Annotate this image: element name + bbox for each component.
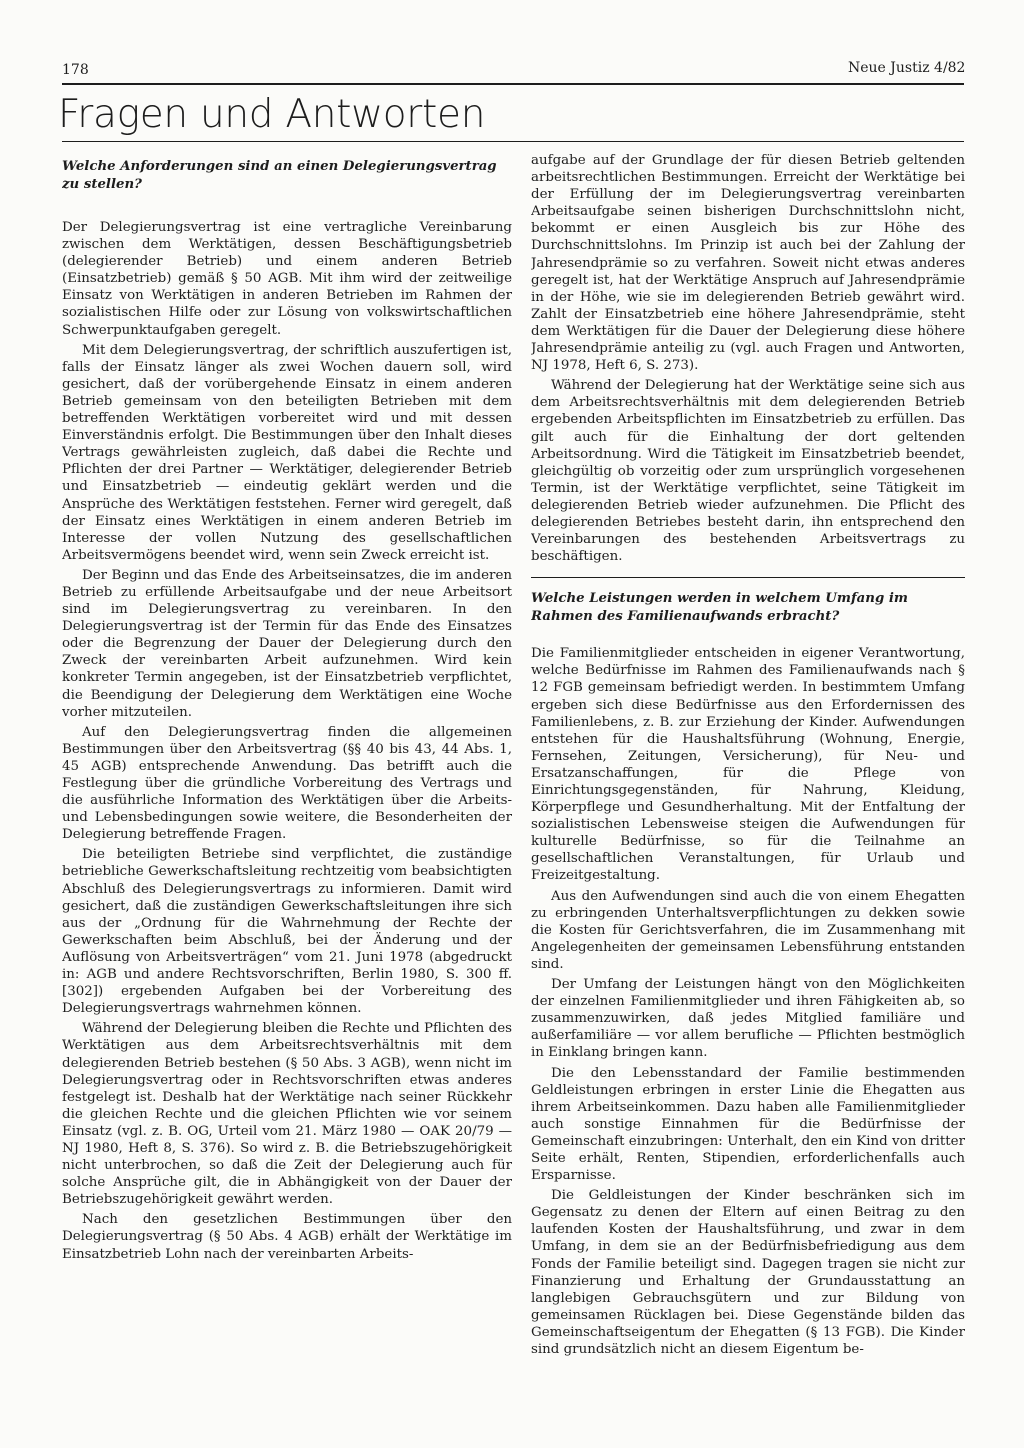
article-paragraph-end: aufgabe auf der Grundlage der für diesen Betrieb geltenden arbeitsrechtlichen Bestimmungen. Erreicht der Werktätige bei der Erfüllung der im Delegierungsvertrag vereinbarten Arbeitsaufgabe seinen bisherigen Durchschnittslohn nicht, bekommt er einen Ausgleich bis zur Höhe des Durchschnittslohns. Im Prinzip ist auch bei der Zahlung der Jahresendprämie so zu verfahren. Soweit nicht etwas anderes geregelt ist, hat der Werktätige Anspruch auf Jahresendprämie in der Höhe, wie sie im delegierenden Betrieb gewährt wird. Zahlt der Einsatzbetrieb eine höhere Jahresendprämie, steht dem Werktätigen für die Dauer der Delegierung diese höhere Jahresendprämie anteilig zu (vgl. auch Fragen und Antworten, NJ 1978, Heft 6, S. 273). xyxy=(531,153,965,374)
section-title: Fragen und Antworten xyxy=(58,92,486,137)
article-paragraph-start: Nach den gesetzlichen Bestimmungen über den Delegierungsvertrag (§ 50 Abs. 4 AGB) erhält der Werktätige im Einsatzbetrieb Lohn nach der vereinbarten Arbeits- xyxy=(62,1212,512,1262)
article-paragraph: Der Beginn und das Ende des Arbeitseinsatzes, die im anderen Betrieb zu erfüllende Arbeitsaufgabe und der neue Arbeitsort sind im Delegierungsvertrag zu vereinbaren. In den Delegierungsvertrag ist der Termin für das Ende des Einsatzes oder die Begrenzung der Dauer der Delegierung durch den Zweck der vereinbarten Arbeit aufzunehmen. Wird kein konkreter Termin angegeben, ist der Einsatzbetrieb verpflichtet, die Beendigung der Delegierung dem Werktätigen eine Woche vorher mitzuteilen. xyxy=(62,567,512,720)
article-paragraph xyxy=(62,1211,512,1262)
column-left xyxy=(62,152,512,1402)
header-rule xyxy=(62,83,964,85)
article-paragraph: Während der Delegierung bleiben die Rechte und Pflichten des Werktätigen aus dem Arbeitsrechtsverhältnis mit dem delegierenden Betrieb bestehen (§ 50 Abs. 3 AGB), wenn nicht im Delegierungsvertrag oder in Rechtsvorschriften etwas anderes festgelegt ist. Deshalb hat der Werktätige nach seiner Rückkehr die gleichen Rechte und die gleichen Pflichten wie vor seinem Einsatz (vgl. z. B. OG, Urteil vom 21. März 1980 — OAK 20/79 — NJ 1980, Heft 8, S. 376). So wird z. B. die Betriebszugehörigkeit nicht unterbrochen, so daß die Zeit der Delegierung auch für solche Ansprüche gilt, die in Abhängigkeit von der Dauer der Betriebszugehörigkeit gewährt werden. xyxy=(62,1021,512,1208)
article-paragraph: Die den Lebensstandard der Familie bestimmenden Geldleistungen erbringen in erster Linie die Ehegatten aus ihrem Arbeitseinkommen. Dazu haben alle Familienmitglieder auch sonstige Einnahmen für die Bedürfnisse der Gemeinschaft einzubringen: Unterhalt, den ein Kind von dritter Seite erhält, Renten, Stipendien, erforderlichenfalls auch Ersparnisse. xyxy=(531,1065,965,1184)
article-divider xyxy=(531,577,965,578)
article-paragraph: Aus den Aufwendungen sind auch die von einem Ehegatten zu erbringenden Unterhaltsverpflichtungen zu dekken sowie die Kosten für Gerichtsverfahren, die im Zusammenhang mit Angelegenheiten der gemeinsamen Lebensführung entstanden sind. xyxy=(531,888,965,972)
title-rule xyxy=(62,141,964,142)
journal-issue: Neue Justiz 4/82 xyxy=(848,60,966,76)
column-right xyxy=(531,152,965,1402)
article-paragraph: Mit dem Delegierungsvertrag, der schriftlich auszufertigen ist, falls der Einsatz länger als zwei Wochen dauern soll, wird gesichert, daß der vorübergehende Einsatz in einem anderen Betrieb gemeinsam von den beteiligten Betrieben mit dem betreffenden Werktätigen vorbereitet wird und mit dessen Einverständnis erfolgt. Die Bestimmungen über den Inhalt dieses Vertrags gewährleisten zugleich, daß dabei die Rechte und Pflichten der drei Partner — Werktätiger, delegierender Betrieb und Einsatzbetrieb — eindeutig geklärt werden und die Ansprüche des Werktätigen feststehen. Ferner wird geregelt, daß der Einsatz eines Werktätigen in einem anderen Betrieb im Interesse der vollen Nutzung des gesellschaftlichen Arbeitsvermögens beendet wird, wenn sein Zweck erreicht ist. xyxy=(62,342,512,563)
article-paragraph: Die beteiligten Betriebe sind verpflichtet, die zuständige betriebliche Gewerkschaftsleitung rechtzeitig vom beabsichtigten Abschluß des Delegierungsvertrags zu informieren. Damit wird gesichert, daß die zuständigen Gewerkschaftsleitungen ihre sich aus der „Ordnung für die Wahrnehmung der Rechte der Gewerkschaften beim Abschluß, bei der Änderung und der Auflösung von Arbeitsverträgen“ vom 21. Juni 1978 (abgedruckt in: AGB und andere Rechtsvorschriften, Berlin 1980, S. 300 ff. [302]) ergebenden Aufgaben bei der Vorbereitung des Delegierungsvertrags wahrnehmen können. xyxy=(62,847,512,1017)
article-paragraph: Die Familienmitglieder entscheiden in eigener Verantwortung, welche Bedürfnisse im Rahmen des Familienaufwands nach § 12 FGB gemeinsam befriedigt werden. In bestimmtem Umfang ergeben sich diese Bedürfnisse aus den Erfordernissen des Familienlebens, z. B. zur Erziehung der Kinder. Aufwendungen entstehen für die Haushaltsführung (Wohnung, Energie, Fernsehen, Zeitungen, Versicherung), für Neu- und Ersatzanschaffungen, für die Pflege von Einrichtungsgegenständen, für Nahrung, Kleidung, Körperpflege und Gesundherhaltung. Mit der Entfaltung der sozialistischen Lebensweise steigen die Aufwendungen für kulturelle Bedürfnisse, so für die Teilnahme an gesellschaftlichen Veranstaltungen, für Urlaub und Freizeitgestaltung. xyxy=(531,646,965,884)
page-number: 178 xyxy=(62,62,89,78)
article-paragraph: Der Umfang der Leistungen hängt von den Möglichkeiten der einzelnen Familienmitglieder und ihren Fähigkeiten ab, so zusammenzuwirken, daß jedes Mitglied familiäre und außerfamiliäre — vor allem berufliche — Pflichten bestmöglich in Einklang bringen kann. xyxy=(531,977,965,1061)
article-paragraph: Die Geldleistungen der Kinder beschränken sich im Gegensatz zu denen der Eltern auf einen Beitrag zu den laufenden Kosten der Haushaltsführung, und zwar in dem Umfang, in dem sie an der Bedürfnisbefriedigung aus dem Fonds der Familie beteiligt sind. Dagegen tragen sie nicht zur Finanzierung und Erhaltung der Grundausstattung an langlebigen Gebrauchsgütern und zur Bildung von gemeinsamen Rücklagen bei. Diese Gegenstände bilden das Gemeinschaftseigentum der Ehegatten (§ 13 FGB). Die Kinder sind grundsätzlich nicht an diesem Eigentum be- xyxy=(531,1188,965,1357)
article-paragraph: Auf den Delegierungsvertrag finden die allgemeinen Bestimmungen über den Arbeitsvertrag (§§ 40 bis 43, 44 Abs. 1, 45 AGB) entsprechende Anwendung. Das betrifft auch die Festlegung über die gründliche Vorbereitung des Vertrags und die ausführliche Information des Werktätigen über die Arbeits- und Lebensbedingungen sowie weitere, die Besonderheiten der Delegierung betreffende Fragen. xyxy=(62,724,512,843)
question-heading: Welche Anforderungen sind an einen Delegierungsvertrag zu stellen? xyxy=(62,159,497,192)
article-paragraph: Der Delegierungsvertrag ist eine vertragliche Vereinbarung zwischen dem Werktätigen, dessen Beschäftigungsbetrieb (delegierender Betrieb) und einem anderen Betrieb (Einsatzbetrieb) gemäß § 50 AGB. Mit ihm wird der zeitweilige Einsatz von Werktätigen in anderen Betrieben im Rahmen der sozialistischen Hilfe oder zur Lösung von volkswirtschaftlichen Schwerpunktaufgaben geregelt. xyxy=(62,220,512,338)
article-paragraph-continued xyxy=(531,152,965,374)
question-heading: Welche Leistungen werden in welchem Umfang im Rahmen des Familienaufwands erbracht? xyxy=(531,591,909,624)
article-paragraph: Während der Delegierung hat der Werktätige seine sich aus dem Arbeitsrechtsverhältnis mit dem delegierenden Betrieb ergebenden Arbeitspflichten im Einsatzbetrieb zu erfüllen. Das gilt auch für die Einhaltung der dort geltenden Arbeitsordnung. Wird die Tätigkeit im Einsatzbetrieb beendet, gleichgültig ob vorzeitig oder zum ursprünglich vorgesehenen Termin, ist der Werktätige verpflichtet, seine Tätigkeit im delegierenden Betrieb wieder aufzunehmen. Die Pflicht des delegierenden Betriebes besteht darin, ihn entsprechend den Vereinbarungen des bestehenden Arbeitsvertrags zu beschäftigen. xyxy=(531,378,965,565)
